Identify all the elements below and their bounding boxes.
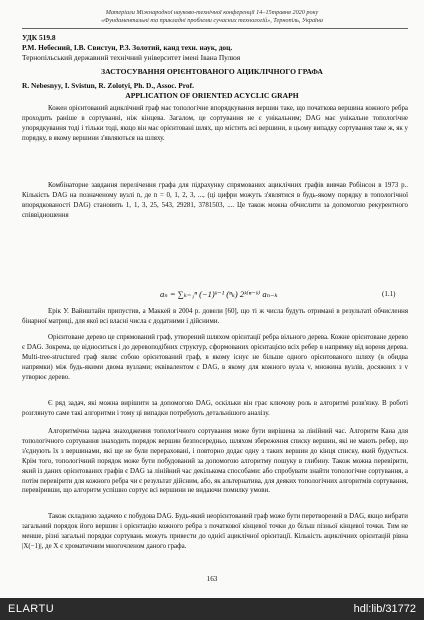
handle-link[interactable]: hdl:lib/31772 — [353, 603, 416, 615]
title-ua: ЗАСТОСУВАННЯ ОРІЄНТОВАНОГО АЦИКЛІЧНОГО ГРАФА — [101, 67, 323, 76]
paragraph-3: Ерік У. Вайнштайн припустив, а Маккей в 2004 р. довели [60], що ті ж числа будуть отримані в результаті обчислення бінарної матриці, для якої всі власні числа є додатними і дійсними. — [22, 308, 408, 325]
header-rule — [22, 28, 408, 29]
paragraph-5: Є ряд задач, які можна вирішити за допомогою DAG, оскільки він грає ключову роль в алгоритмі розв'язку. В роботі розглянуто саме такі алгоритми і тому ці випадки потребують детальнішого аналізу. — [22, 400, 408, 417]
paragraph-4: Орієнтоване дерево це спрямований граф, утворений шляхом орієнтації ребра вільного дерева. Кожне орієнтоване дерево є DAG. Зокрема, це відноситься і до деревоподібних структур, сформованих орієнтацією всіх ребер в напрямку від кореня дерева. Multi-tree-structured граф являє собою орієнтований граф, в якому існує не більше одного орієнтованого шляху (в обидва напрямки) між будь-якими двома вузлами; еквівалентом є DAG, в якому для кожного вузла v, множина вузлів, досяжних з v утворює дерево. — [22, 334, 408, 381]
paragraph-6: Алгоритмічна задача знаходження топологічного сортування може бути вирішена за лінійний час. Алгоритм Кана для топологічного сортування знаходить порядок вершин безпосередньо, шляхом збереження списку вершин, які не мають ребер, що з'єднують їх з вершинами, які ще не були перераховані, і повторно додає одну з таких вершин до кінця списку, який будується. Крім того, топологічний порядок може бути побудований за допомогою алгоритму пошуку в глибину. Також можна перевірити, який із даних орієнтованих графів є DAG за лінійний час декількома способами: або спробувати знайти топологічне сортування, а потім перевірити для кожного ребра чи є результат дійсним, або, як альтернатива, для деяких топологічних алгоритмів сортування, перевіривши, що алгоритм успішно сортує всі вершини не видаючи помилку умови. — [22, 428, 408, 495]
affiliation-ua: Тернопільський державний технічний університет імені Івана Пулюя — [22, 53, 241, 62]
paragraph-2: Комбінаторне завдання перелічення графа для підрахунку спрямованих ациклічних графів вивчав Робінсон в 1973 р.. Кількість DAG на позначеному вузлі n, де n = 0, 1, 2, 3, ..., (ці цифри можуть з'являтися в будь-якому порядку в топологічної впорядкованості DAG) становить 1, 1, 3, 25, 543, 29281, 3781503, .... Це також можна обчислити за допомогою рекурентного співвідношення — [22, 182, 408, 219]
paragraph-7: Також складною задачею є побудова DAG. Будь-який неорієнтований граф може бути перетворений в DAG, якщо вибрати загальний порядок його вершин і орієнтацію кожного ребра з початкової кінцевої точки до більш пізньої кінцевої точки. Тим не менше, різні загальні порядки сортувань можуть привести до однієї ациклічної орієнтації. Кількість ациклічних орієнтацій рівна |X(−1)|, де X є хроматичним многочленом даного графа. — [22, 513, 408, 550]
udc-code: УДК 519.8 — [22, 33, 56, 42]
formula-1-1 — [0, 289, 424, 305]
formula-number: (1.1) — [382, 290, 396, 298]
paragraph-1: Кожен орієнтований ациклічний граф має топологічне впорядкування вершин таке, що початкова вершина кожного ребра проходить раніше в сортуванні, ніж кінцева. Загалом, це сортування не є унікальним; DAG має унікальне топологічне упорядкування тоді і тільки тоді, якщо він має орієнтовані шлях, що містить всі вершини, в цьому випадку сортування таке ж, як у порядку, в якому вершини з'являються на шляху. — [22, 105, 408, 142]
title-en: APPLICATION OF ORIENTED ACYCLIC GRAPH — [125, 91, 299, 100]
page-number: 163 — [206, 575, 218, 583]
conference-header-line-2: «Фундаментальні та прикладні проблеми сучасних технологій», Тернопіль, Україна — [101, 17, 323, 24]
conference-header-line-1: Матеріали Міжнародної науково-технічної конференції 14–15травня 2020 року — [105, 9, 319, 16]
repository-footer-bar — [0, 598, 424, 620]
formula-text: aₙ = ∑ₖ₌₁ⁿ (−1)ᵏ⁻¹ (ⁿₖ) 2ᵏ⁽ⁿ⁻ᵏ⁾ aₙ₋ₖ — [160, 289, 278, 299]
repository-name: ELARTU — [8, 603, 55, 615]
authors-ua: Р.М. Небесний, І.В. Свистун, Р.З. Золотий, канд техн. наук, доц. — [22, 43, 233, 52]
authors-en: R. Nebesnyy, I. Svistun, R. Zolotyi, Ph. D., Assoc. Prof. — [22, 81, 194, 90]
